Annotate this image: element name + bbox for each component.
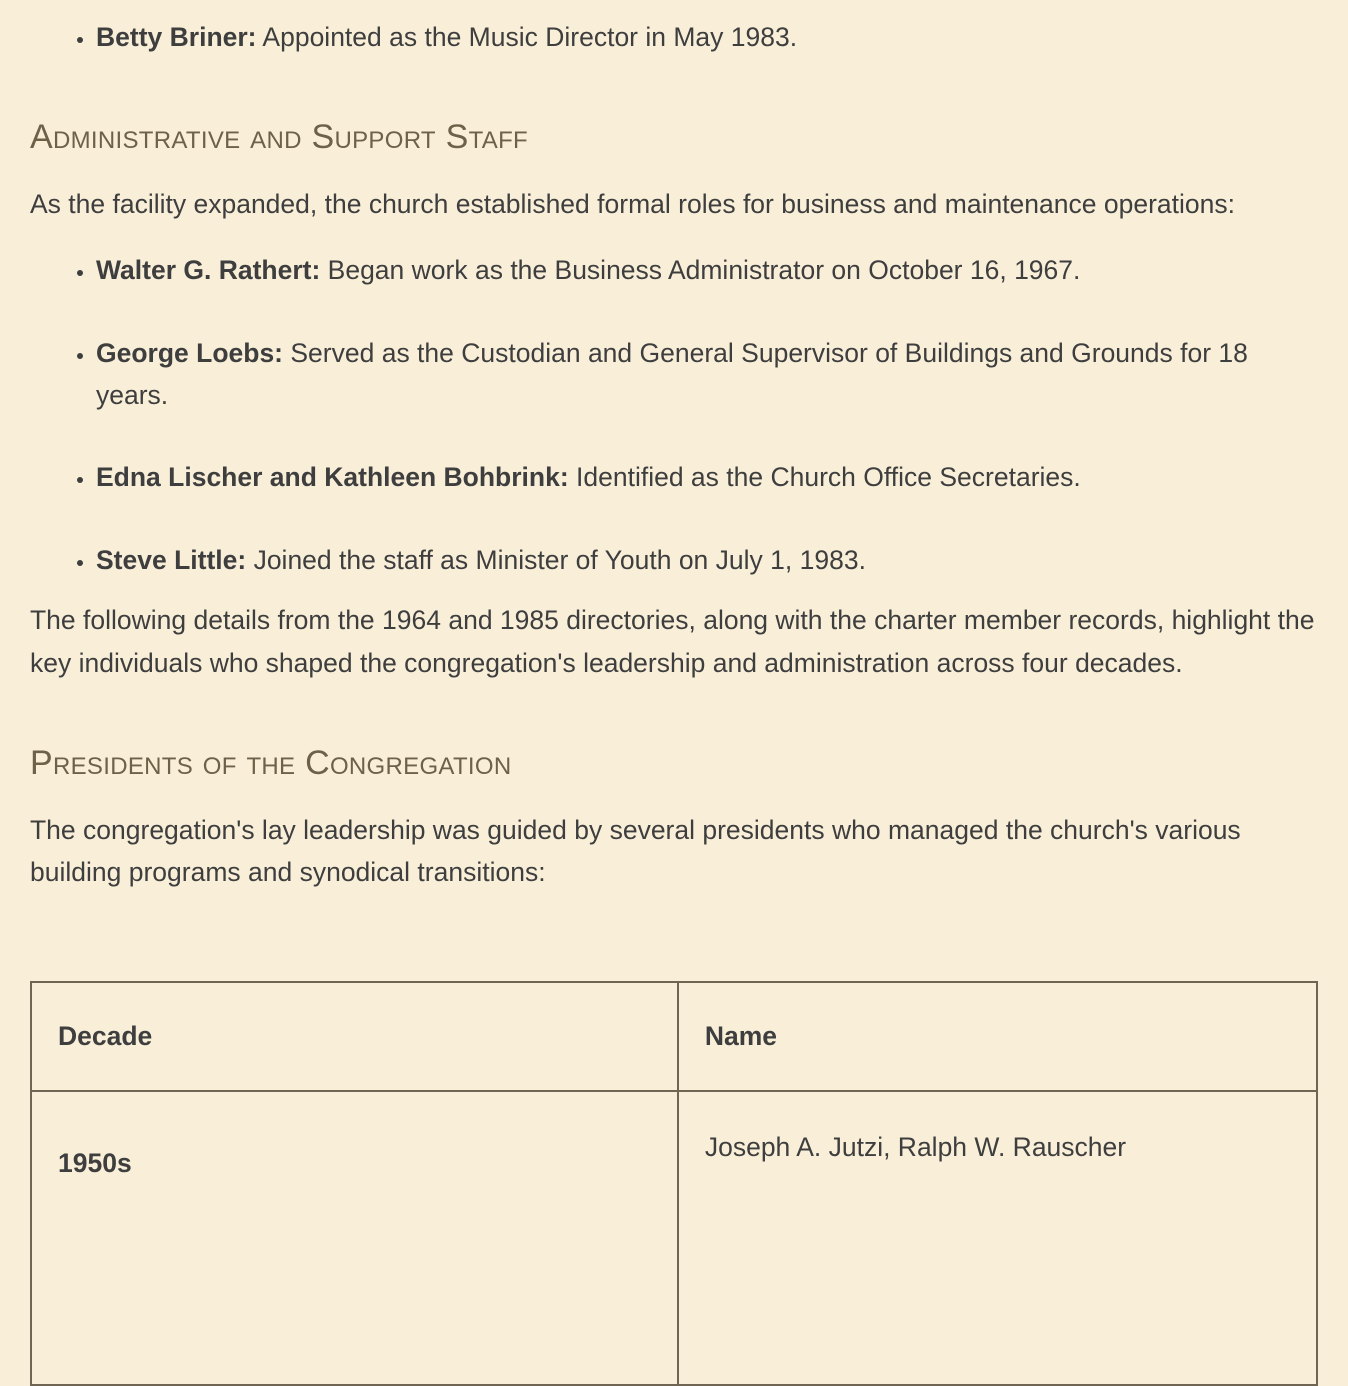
table-row-1950s: [31, 1091, 1317, 1385]
table-cell-name: Joseph A. Jutzi, Ralph W. Rauscher: [678, 1091, 1317, 1385]
list-item-george-loebs: [96, 332, 1318, 417]
table-header-decade: Decade: [31, 982, 678, 1090]
admin-closing-paragraph: The following details from the 1964 and 1985 directories, along with the charter member records, highlight the key individuals who shaped the congregation's leadership and administration across four decades.: [30, 605, 1315, 678]
person-detail: Served as the Custodian and General Supervisor of Buildings and Grounds for 18 years.: [96, 337, 1248, 411]
person-name: Betty Briner:: [96, 22, 257, 52]
person-detail: Joined the staff as Minister of Youth on July 1, 1983.: [246, 544, 866, 575]
list-item-steve-little: [96, 539, 1318, 581]
person-name: Edna Lischer and Kathleen Bohbrink:: [96, 462, 569, 493]
person-name: George Loebs:: [96, 337, 284, 368]
list-item-edna-lischer-kathleen-bohbrink: [96, 456, 1318, 498]
table-header-name: Name: [678, 982, 1317, 1090]
section-heading-administrative-and-support-staff: Administrative and Support Staff: [30, 118, 528, 157]
section-heading-presidents-of-the-congregation: Presidents of the Congregation: [30, 744, 512, 783]
person-name: Walter G. Rathert:: [96, 255, 321, 286]
presidents-intro-paragraph: The congregation's lay leadership was guided by several presidents who managed the church's various building programs and synodical transitions:: [30, 814, 1241, 887]
table-cell-decade: 1950s: [31, 1091, 678, 1385]
admin-intro-paragraph: As the facility expanded, the church established formal roles for business and maintenance operations:: [30, 188, 1235, 219]
list-item-walter-rathert: [96, 249, 1318, 291]
person-detail: Began work as the Business Administrator on October 16, 1967.: [320, 255, 1081, 286]
lead-bullet-list: [30, 16, 1318, 58]
person-name: Steve Little:: [96, 544, 247, 575]
presidents-table: [30, 981, 1318, 1385]
person-detail: Appointed as the Music Director in May 1983.: [256, 22, 798, 52]
person-detail: Identified as the Church Office Secretaries.: [568, 462, 1081, 493]
list-item-betty-briner: [96, 16, 1318, 58]
table-header-row: [31, 982, 1317, 1090]
staff-bullet-list: [30, 249, 1318, 581]
